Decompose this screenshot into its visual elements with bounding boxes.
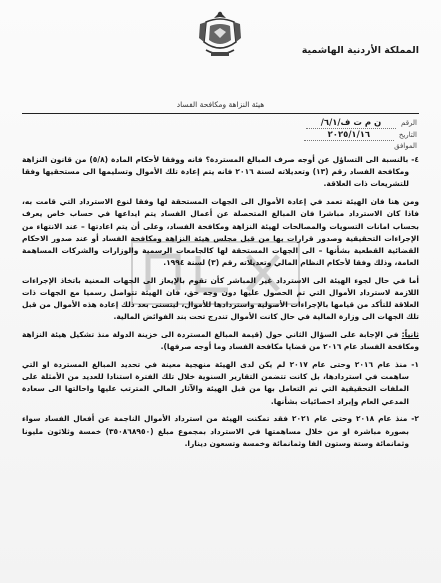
kingdom-heading: المملكة الأردنية الهاشمية [301,45,419,56]
letter-body [22,154,419,573]
subject-row [247,142,417,150]
paragraph-indirect-recovery: أما في حال لجوء الهيئة الى الاسترداد غير المباشر كأن تقوم بالإيعاز الى الجهات المعنية باتخاذ الإجراءات اللازمة لاسترداد الأموال التي تم الحصول عليها دون وجه حق، فان الهيئة تتواصل رسميا مع الجهات ذات العلاقة للتأكد من قيامها بالإجراءات الأصولية واستردادها للأموال، ليتسنى بعد ذلك إعادة هذه الأموال من قبل تلك الجهات الى وزارة المالية في حال كانت الأموال تندرج تحت بند الفوائض المالية. [22,275,419,322]
paragraph-point-4: ٤- بالنسبة الى التساؤل عن أوجه صرف المبالغ المستردة؟ فانه ووفقا لأحكام المادة (٥/٨) من قانون النزاهة ومكافحة الفساد رقم (١٣) وتعديلاته لسنة ٢٠١٦ فانه يتم إعادة تلك الأموال وتسليمها الى مستحقيها وفقا للتشريعات ذات العلاقة. [22,155,419,189]
paragraph-second-question [22,329,419,353]
reference-value: ن م ت ف/٦/١/ [306,118,396,129]
reference-label: الرقم [401,119,417,127]
header-divider [22,113,419,114]
subject-label: الموافق [394,142,417,150]
reference-row [247,118,417,129]
paragraph-item-2: ٢- منذ عام ٢٠١٨ وحتى عام ٢٠٢١ فقد تمكنت الهيئة من استرداد الأموال الناجمة عن أفعال الفساد سواء بصورة مباشرة او من خلال مساهمتها في الاسترداد بمجموع مبلغ (٣٥٠٨٦٨٩٥٠) خمسة وثلاثون مليونا وثمانمائة وستة وستون الفا وثمانمائة وخمسة وتسعون دينارا. [22,414,419,448]
paragraph-item-1: ١- منذ عام ٢٠١٦ وحتى عام ٢٠١٧ لم يكن لدى الهيئة منهجية معينة في تحديد المبالغ المستردة او التي ساهمت في استردادها، بل كانت تتضمن التقارير السنوية خلال تلك الفترة استنادا للعديد من الأمثلة على الملفات التحقيقية التي تم التعامل بها من قبل الهيئة والآثار المالي المترتب عليها واحالتها الى سعادة المدعي العام وإبراد احصائيات بشأنها. [22,360,419,406]
date-value: ٢٠٢٥/١/١٦ [304,130,394,141]
date-label: التاريخ [398,131,417,139]
section-two-lead: ثانياً: [401,330,419,340]
section-two-text: في الإجابة على السؤال الثاني حول (قيمة المبالغ المستردة الى خزينة الدولة منذ تشكيل هيئة النزاهة ومكافحة الفساد عام ٢٠١٦ من قضايا مكافحة الفساد وما أوجه صرفها). [22,330,419,352]
paragraph-direct-recovery: ومن هنا فان الهيئة تعمد في إعادة الأموال الى الجهات المستحقة لها وفقا لنوع الاسترداد التي قامت به، فاذا كان الاسترداد مباشرا فان المبالغ المتحصلة عن أعمال الفساد يتم ايداعها في حساب خاص يعرف بحساب امانات التسويات والمصالحات لهيئة النزاهة ومكافحة الفساد، وعلى أن يتم اعادتها – عند الانتهاء من الإجراءات التحقيقية وصدور قرارات بها من قبل مجلس هيئة النزاهة ومكافحة الفساد أو عند صدور الاحكام القضائية القطعية بشأنها – الى الجهات المستحقة لها كالجامعات الرسمية والوزارات والشركات المساهمة العامة، وذلك وفقا لأحكام النظام المالي وتعديلاته رقم (٣) لسنة ١٩٩٤. [22,197,419,268]
authority-heading: هيئة النزاهة ومكافحة الفساد [176,100,265,109]
coat-of-arms-icon [196,8,244,60]
date-row [247,130,417,141]
